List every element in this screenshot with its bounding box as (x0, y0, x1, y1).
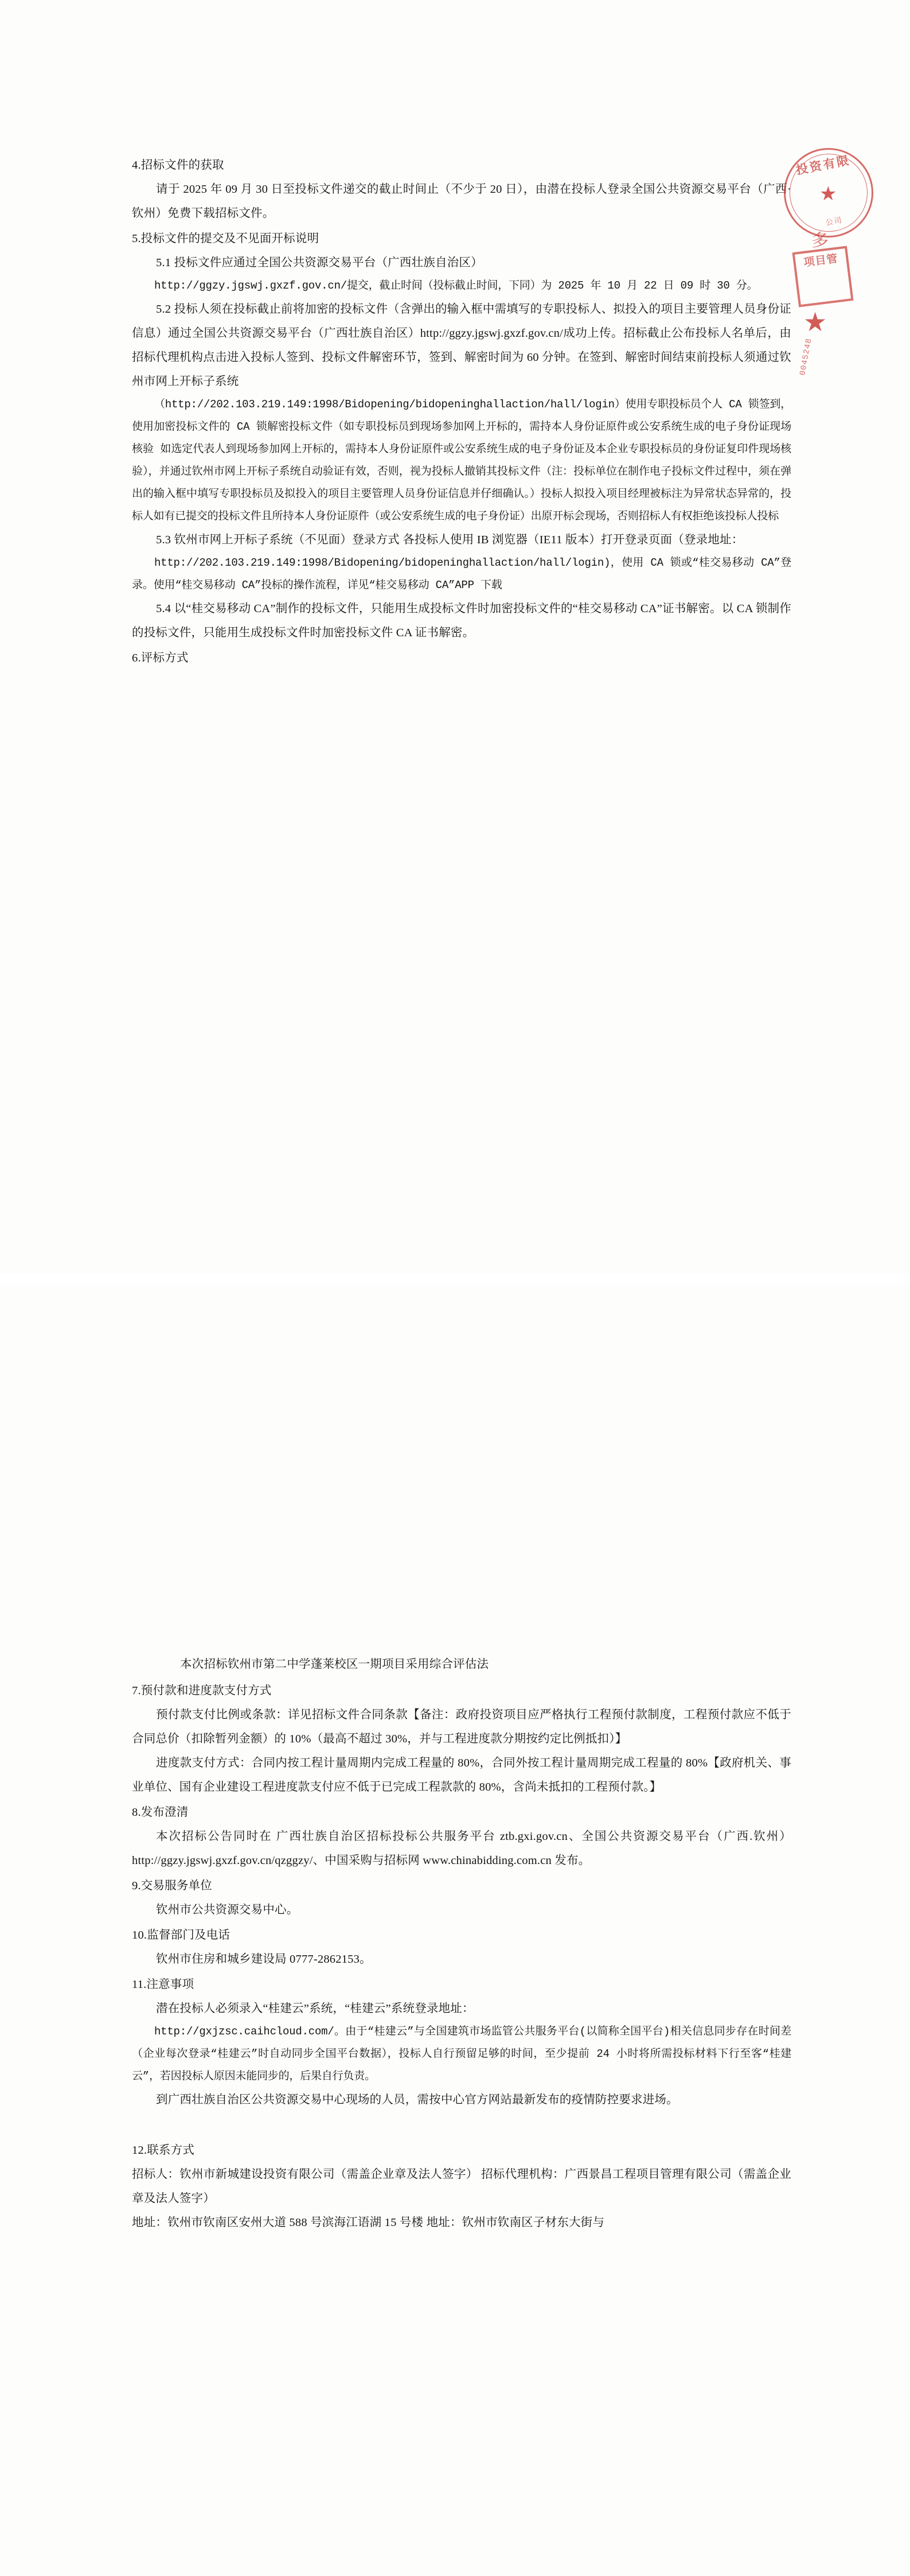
para-publication-channels: 本次招标公告同时在 广西壮族自治区招标投标公共服务平台 ztb.gxi.gov.cn、全国公共资源交易平台（广西.钦州）http://ggzy.jgswj.gxzf.gov.cn/qzggzy/、中国采购与招标网 www.chinabidding.com.cn 发布。 (132, 1830, 791, 1867)
seal-serial-code: 0045248 (798, 337, 814, 376)
heading-10-supervision-dept: 10.监督部门及电话 (132, 1929, 231, 1942)
para-supervision-contact: 钦州市住房和城乡建设局 0777-2862153。 (156, 1953, 372, 1966)
heading-4-bid-doc-acquisition: 4.招标文件的获取 (132, 159, 224, 172)
company-round-seal (776, 141, 881, 246)
para-transaction-center: 钦州市公共资源交易中心。 (156, 1904, 299, 1917)
heading-12-contact: 12.联系方式 (132, 2144, 195, 2157)
para-5-4-decryption: 5.4 以“桂交易移动 CA”制作的投标文件，只能用生成投标文件时加密投标文件的“桂交易移动 CA”证书解密。以 CA 锁制作的投标文件，只能用生成投标文件时加密投标文件 CA 证书解密。 (132, 602, 791, 639)
para-guijianyun-requirement: 潜在投标人必须录入“桂建云”系统，“桂建云”系统登录地址： (156, 2002, 474, 2015)
five-point-star-icon: ★ (819, 184, 837, 205)
document-page-1 (0, 0, 910, 1274)
para-progress-payment: 进度款支付方式：合同内按工程计量周期内完成工程量的 80%，合同外按工程计量周期完成工程量的 80%【政府机关、事业单位、国有企业建设工程进度款支付应不低于已完成工程款款的 80%，含尚未抵扣的工程预付款。】 (132, 1757, 791, 1794)
para-evaluation-method-statement: 本次招标钦州市第二中学蓬莱校区一期项目采用综合评估法 (180, 1658, 489, 1671)
para-epidemic-control-note: 到广西壮族自治区公共资源交易中心现场的人员，需按中心官方网站最新发布的疫情防控要求进场。 (156, 2094, 678, 2107)
page-1-body-text (132, 152, 791, 670)
heading-9-transaction-service-unit: 9.交易服务单位 (132, 1880, 212, 1893)
para-5-1-platform: 5.1 投标文件应通过全国公共资源交易平台（广西壮族自治区） (156, 256, 483, 270)
heading-7-payment-method: 7.预付款和进度款支付方式 (132, 1684, 272, 1698)
page-separator (0, 1274, 910, 1285)
para-bid-doc-download: 请于 2025 年 09 月 30 日至投标文件递交的截止时间止（不少于 20 日），由潜在投标人登录全国公共资源交易平台（广西·钦州）免费下载招标文件。 (132, 183, 791, 220)
para-5-3-login-method: 5.3 钦州市网上开标子系统（不见面）登录方式 各投标人使用 IB 浏览器（IE11 版本）打开登录页面（登录地址： (156, 533, 744, 546)
project-management-square-seal (792, 246, 854, 308)
heading-6-evaluation-method: 6.评标方式 (132, 651, 189, 664)
para-guijianyun-url-note: http://gxjzsc.caihcloud.com/。由于“桂建云”与全国建筑市场监管公共服务平台(以简称全国平台)相关信息同步存在时间差（企业每次登录“桂建云”时自动同步全国平台数据），投标人自行预留足够的时间，至少提前 24 小时将所需投标材料下行至客“桂建云”，若因投标人原因未能同步的，后果自行负责。 (132, 2025, 791, 2083)
para-5-2-encrypted-upload: 5.2 投标人须在投标截止前将加密的投标文件（含弹出的输入框中需填写的专职投标人、拟投入的项目主要管理人员身份证信息）通过全国公共资源交易平台（广西壮族自治区）http://ggzy.jgswj.gxzf.gov.cn/成功上传。招标截止公布投标人名单后，由招标代理机构点击进入投标人签到、投标文件解密环节，签到、解密时间为 60 分钟。在签到、解密时间结束前投标人须通过钦州市网上开标子系统 (132, 303, 791, 388)
heading-8-publication: 8.发布澄清 (132, 1806, 189, 1819)
round-seal-subtext: 公司 (825, 215, 843, 227)
heading-11-notes: 11.注意事项 (132, 1978, 194, 1991)
para-5-2-opening-system-url: （http://202.103.219.149:1998/Bidopening/bidopeninghallaction/hall/login）使用专职投标员个人 CA 锁签到，使用加密投标文件的 CA 锁解密投标文件（如专职投标员到现场参加网上开标的，需持本人身份证原件或公安系统生成的电子身份证现场核验 如选定代表人到现场参加网上开标的，需持本人身份证原件或公安系统生成的电子身份证及本企业专职投标员的身份证复印件现场核验），并通过钦州市网上开标子系统自动验证有效，否则，视为投标人撤销其投标文件（注：投标单位在制作电子投标文件过程中，须在弹出的输入框中填写专职投标员及拟投入的项目主要管理人员身份证信息并仔细确认。）投标人拟投入项目经理被标注为异常状态异常的，投标人如有已提交的投标文件且所持本人身份证原件（或公安系统生成的电子身份证）出原开标会现场，否则招标人有权拒绝该投标人投标 (132, 398, 791, 523)
square-seal-text: 项目管 (803, 252, 839, 269)
page-2-body-text (132, 1652, 791, 2235)
heading-5-bid-submission: 5.投标文件的提交及不见面开标说明 (132, 232, 319, 246)
para-tenderer-and-agent: 招标人：钦州市新城建设投资有限公司（需盖企业章及法人签字） 招标代理机构：广西景昌工程项目管理有限公司（需盖企业章及法人签字） (132, 2168, 791, 2205)
para-addresses: 地址：钦州市钦南区安州大道 588 号滨海江语湖 15 号楼 地址：钦州市钦南区子材东大街与 (132, 2216, 605, 2229)
para-5-3-login-url: http://202.103.219.149:1998/Bidopening/bidopeninghallaction/hall/login)，使用 CA 锁或“桂交易移动 CA”登录。使用“桂交易移动 CA”投标的操作流程，详见“桂交易移动 CA”APP 下载 (132, 556, 791, 592)
five-point-star-icon-2: ★ (803, 308, 827, 337)
round-seal-text: 投资有限 (795, 153, 852, 177)
para-5-1-url-deadline: http://ggzy.jgswj.gxzf.gov.cn/提交，截止时间（投标截止时间，下同）为 2025 年 10 月 22 日 09 时 30 分。 (154, 279, 758, 293)
para-advance-payment: 预付款支付比例或条款：详见招标文件合同条款【备注：政府投资项目应严格执行工程预付款制度，工程预付款应不低于合同总价（扣除暂列金额）的 10%（最高不超过 30%，并与工程进度款分期按约定比例抵扣）】 (132, 1709, 791, 1746)
signature-mark-icon: 多 (811, 231, 829, 250)
document-page-2 (0, 1285, 910, 2576)
